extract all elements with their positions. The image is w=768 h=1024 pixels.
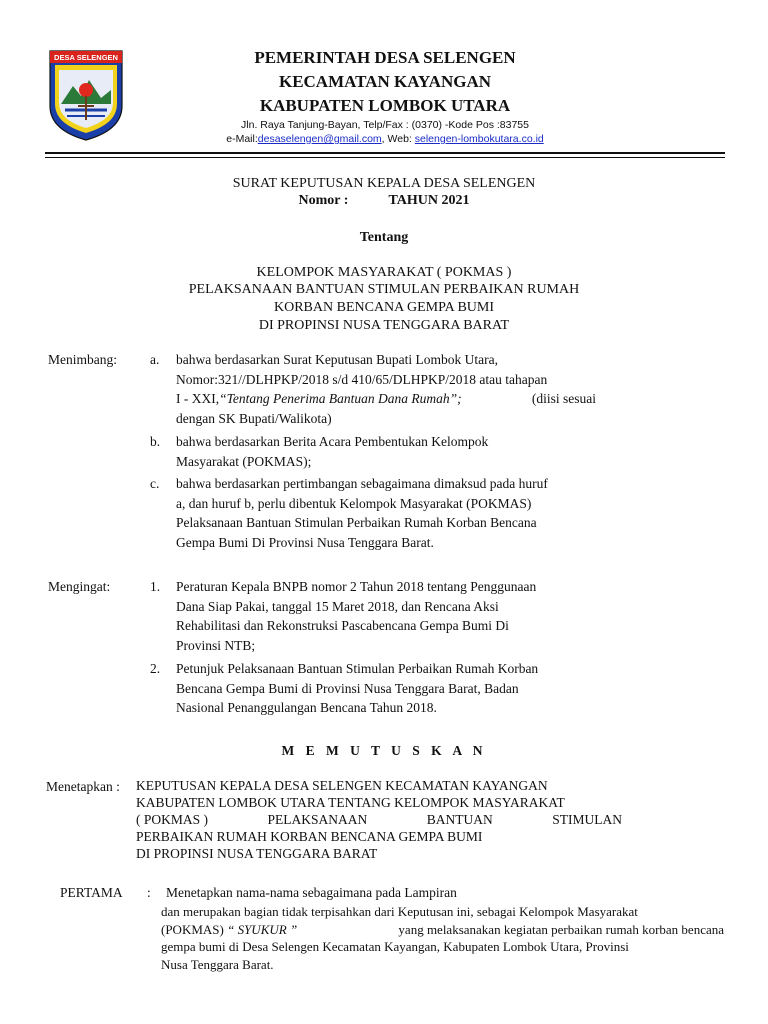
mengingat-1-text <box>176 577 596 655</box>
email-link[interactable]: desaselengen@gmail.com <box>257 133 382 145</box>
menimbang-b-line1: bahwa berdasarkan Berita Acara Pembentukan Kelompok <box>176 434 489 449</box>
mengingat-2-mark: 2. <box>150 661 161 676</box>
menimbang-a-mark: a. <box>150 352 160 367</box>
menimbang-c-text <box>176 474 596 552</box>
menetapkan-text <box>136 777 622 862</box>
mengingat-1-line2: Dana Siap Pakai, tanggal 15 Maret 2018, dan Rencana Aksi <box>176 598 499 614</box>
menimbang-b-line2: Masyarakat (POKMAS); <box>176 453 312 469</box>
menimbang-a-text <box>176 350 596 428</box>
letterhead-contact <box>175 133 595 146</box>
menetapkan-line3: ( POKMAS ) PELAKSANAAN BANTUAN STIMULAN <box>136 812 622 827</box>
mengingat-2-line3: Nasional Penanggulangan Bencana Tahun 2018. <box>176 700 437 715</box>
decree-subject-2: PELAKSANAAN BANTUAN STIMULAN PERBAIKAN RUMAH <box>188 282 580 297</box>
letterhead-address: Jln. Raya Tanjung-Bayan, Telp/Fax : (0370) -Kode Pos :83755 <box>241 119 529 131</box>
pertama-colon: : <box>147 885 151 900</box>
decree-subject-4: DI PROPINSI NUSA TENGGARA BARAT <box>258 318 510 333</box>
menimbang-c-mark: c. <box>150 476 160 491</box>
decree-about: Tentang <box>359 230 409 245</box>
menimbang-c-line3: Pelaksanaan Bantuan Stimulan Perbaikan Rumah Korban Bencana <box>176 515 537 530</box>
decree-number-label: Nomor : <box>298 193 349 208</box>
menimbang-b-mark: b. <box>150 434 161 449</box>
decree-subject-1: KELOMPOK MASYARAKAT ( POKMAS ) <box>256 265 512 280</box>
decree-subject-3: KORBAN BENCANA GEMPA BUMI <box>273 300 495 315</box>
decree-year: TAHUN 2021 <box>388 193 470 208</box>
website-link[interactable]: selengen-lombokutara.co.id <box>414 133 544 145</box>
pertama-line5: Nusa Tenggara Barat. <box>161 956 274 972</box>
menetapkan-line4: PERBAIKAN RUMAH KORBAN BENCANA GEMPA BUMI <box>136 829 483 844</box>
menimbang-c-line2: a, dan huruf b, perlu dibentuk Kelompok Masyarakat (POKMAS) <box>176 495 532 511</box>
menimbang-a-line4: dengan SK Bupati/Walikota) <box>176 410 332 426</box>
mengingat-1-mark: 1. <box>150 579 161 594</box>
svg-text:DESA SELENGEN: DESA SELENGEN <box>54 53 118 62</box>
letterhead-regency: KABUPATEN LOMBOK UTARA <box>259 96 511 115</box>
letterhead-district: KECAMATAN KAYANGAN <box>278 72 492 91</box>
menimbang-a-line1: bahwa berdasarkan Surat Keputusan Bupati Lombok Utara, <box>176 352 499 367</box>
menimbang-a-line2: Nomor:321//DLHPKP/2018 s/d 410/65/DLHPKP/2018 atau tahapan <box>176 371 548 387</box>
menimbang-c-line4: Gempa Bumi Di Provinsi Nusa Tenggara Barat. <box>176 534 434 550</box>
menimbang-b-text <box>176 432 596 471</box>
pertama-line2: dan merupakan bagian tidak terpisahkan dari Keputusan ini, sebagai Kelompok Masyarakat <box>161 904 638 919</box>
pertama-line4: gempa bumi di Desa Selengen Kecamatan Kayangan, Kabupaten Lombok Utara, Provinsi <box>161 939 629 954</box>
letterhead-government: PEMERINTAH DESA SELENGEN <box>254 48 516 67</box>
mengingat-1-line4: Provinsi NTB; <box>176 637 256 653</box>
web-label: , Web: <box>381 133 412 145</box>
mengingat-1-line1: Peraturan Kepala BNPB nomor 2 Tahun 2018 tentang Penggunaan <box>176 579 537 594</box>
menimbang-label: Menimbang: <box>48 352 117 367</box>
mengingat-2-line2: Bencana Gempa Bumi di Provinsi Nusa Tenggara Barat, Badan <box>176 680 519 696</box>
menimbang-a-line3: I - XXI,“Tentang Penerima Bantuan Dana Rumah”; (diisi sesuai <box>176 391 596 406</box>
village-crest-logo <box>47 48 125 142</box>
decree-title: SURAT KEPUTUSAN KEPALA DESA SELENGEN <box>232 176 536 191</box>
crest-shield-icon <box>47 48 125 142</box>
mengingat-2-line1: Petunjuk Pelaksanaan Bantuan Stimulan Perbaikan Rumah Korban <box>176 661 539 676</box>
email-label: e-Mail: <box>226 133 258 145</box>
pertama-text <box>161 903 724 973</box>
mengingat-label: Mengingat: <box>48 579 111 594</box>
letterhead-divider-thin <box>45 157 725 158</box>
memutuskan-heading: M E M U T U S K A N <box>281 743 487 758</box>
menetapkan-line1: KEPUTUSAN KEPALA DESA SELENGEN KECAMATAN KAYANGAN <box>136 778 548 793</box>
menetapkan-line5: DI PROPINSI NUSA TENGGARA BARAT <box>136 846 378 861</box>
mengingat-1-line3: Rehabilitasi dan Rekonstruksi Pascabencana Gempa Bumi Di <box>176 618 509 633</box>
menetapkan-label: Menetapkan : <box>46 779 120 794</box>
pertama-line1: Menetapkan nama-nama sebagaimana pada Lampiran <box>166 885 457 900</box>
pertama-line3: (POKMAS) “ SYUKUR ” yang melaksanakan kegiatan perbaikan rumah korban bencana <box>161 921 724 937</box>
letterhead-divider <box>45 152 725 154</box>
mengingat-2-text <box>176 659 596 718</box>
pertama-label: PERTAMA <box>60 885 123 900</box>
menetapkan-line2: KABUPATEN LOMBOK UTARA TENTANG KELOMPOK MASYARAKAT <box>136 795 565 810</box>
decree-number <box>130 192 638 209</box>
menimbang-c-line1: bahwa berdasarkan pertimbangan sebagaimana dimaksud pada huruf <box>176 476 548 491</box>
